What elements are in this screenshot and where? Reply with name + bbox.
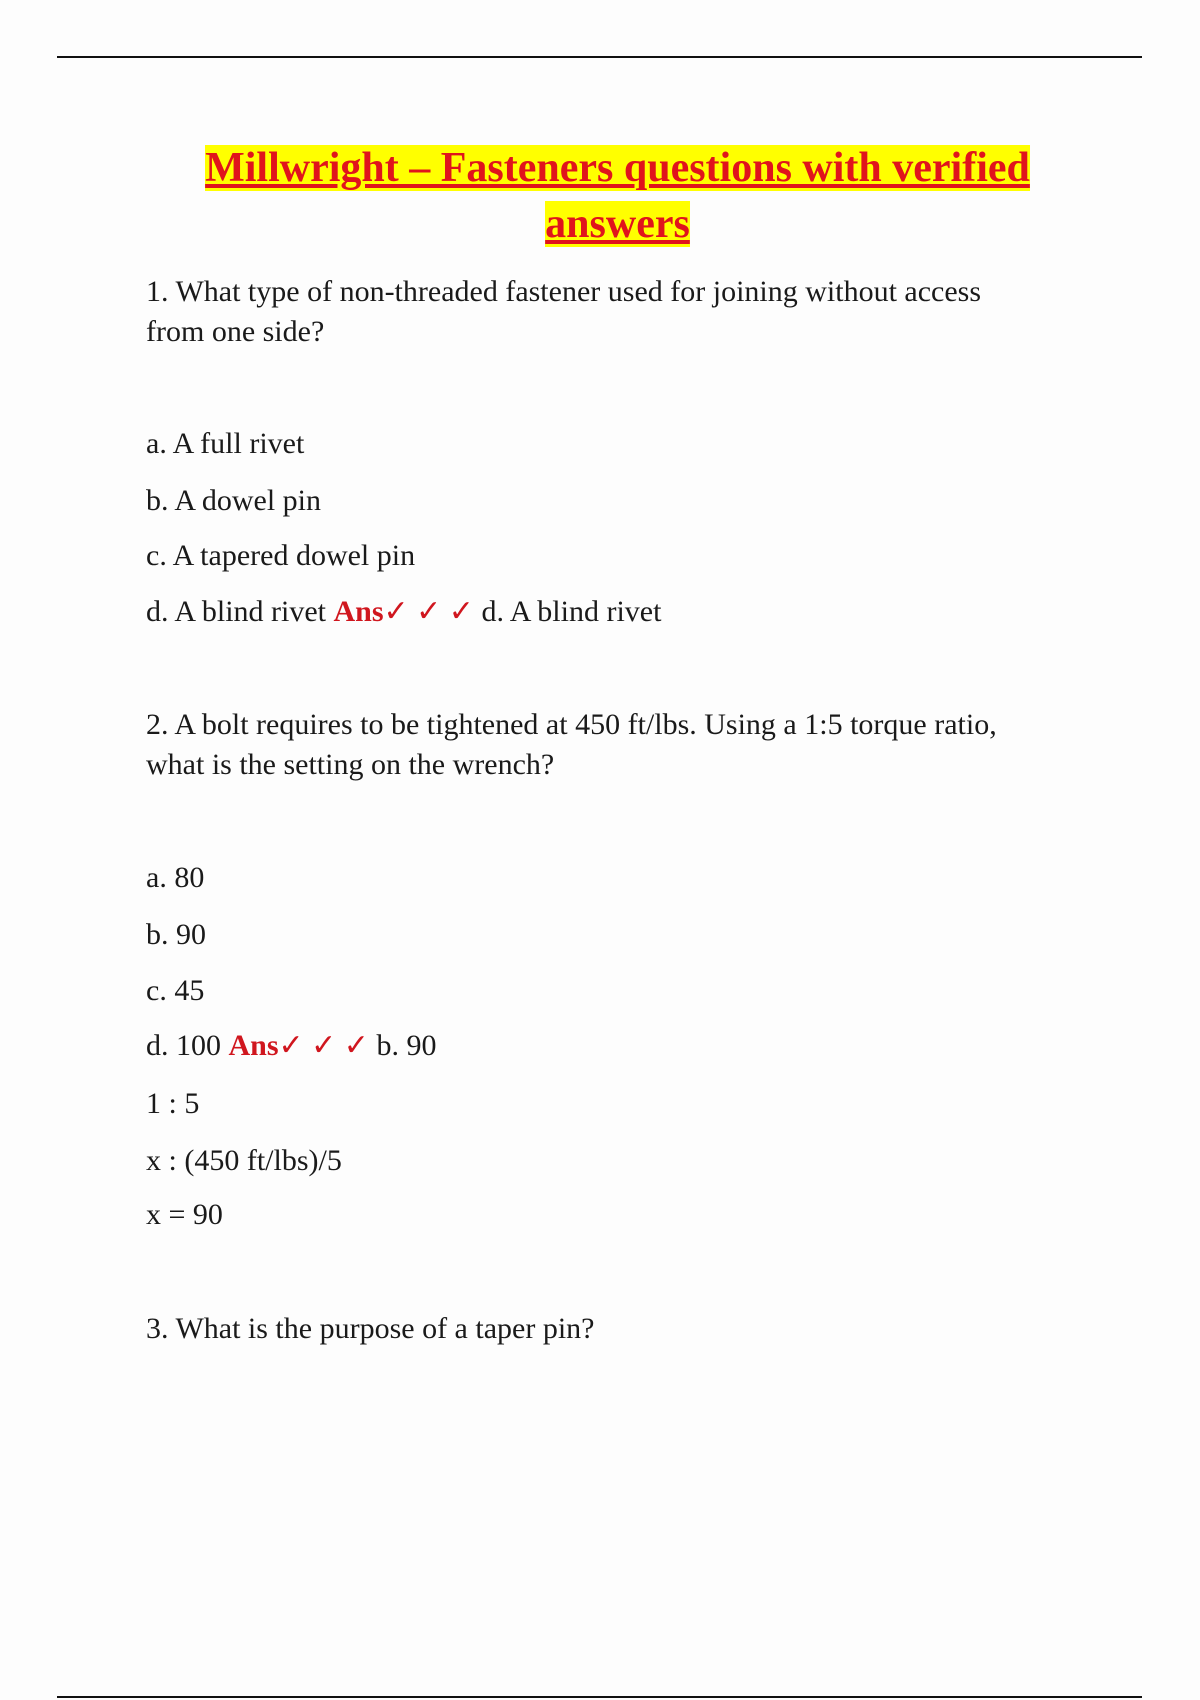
work-line-3: x = 90 <box>146 1198 223 1231</box>
check-marks-icon: ✓ ✓ ✓ <box>383 595 474 628</box>
question-2-text-line1: 2. A bolt requires to be tightened at 450 ft/lbs. Using a 1:5 torque ratio, <box>146 708 997 741</box>
question-2-option-a: a. 80 <box>146 861 205 894</box>
answer-label: Ans <box>333 595 384 628</box>
question-1-option-c: c. A tapered dowel pin <box>146 539 416 572</box>
question-1-text-line1: 1. What type of non-threaded fastener used for joining without access <box>146 275 982 308</box>
footer-rule <box>57 1696 1142 1698</box>
work-line-1: 1 : 5 <box>146 1087 200 1120</box>
document-title: Millwright – Fasteners questions with verified answers <box>205 145 1030 247</box>
question-1-text-line2: from one side? <box>146 315 325 348</box>
question-2-option-d: d. 100 <box>146 1029 221 1062</box>
question-1-option-b: b. A dowel pin <box>146 484 322 517</box>
work-line-2: x : (450 ft/lbs)/5 <box>146 1144 342 1177</box>
question-2-answer: b. 90 <box>376 1029 437 1062</box>
question-1-option-d-row <box>146 592 1086 632</box>
header-rule <box>57 56 1142 58</box>
question-1-option-a: a. A full rivet <box>146 427 305 460</box>
question-2-option-d-row <box>146 1026 1086 1066</box>
question-1-answer: d. A blind rivet <box>481 595 662 628</box>
answer-label: Ans <box>228 1029 279 1062</box>
question-2-text-line2: what is the setting on the wrench? <box>146 748 555 781</box>
question-1-option-d: d. A blind rivet <box>146 595 326 628</box>
check-marks-icon: ✓ ✓ ✓ <box>278 1029 369 1062</box>
question-2-option-b: b. 90 <box>146 918 206 951</box>
question-3-text: 3. What is the purpose of a taper pin? <box>146 1312 595 1345</box>
question-2-option-c: c. 45 <box>146 974 205 1007</box>
